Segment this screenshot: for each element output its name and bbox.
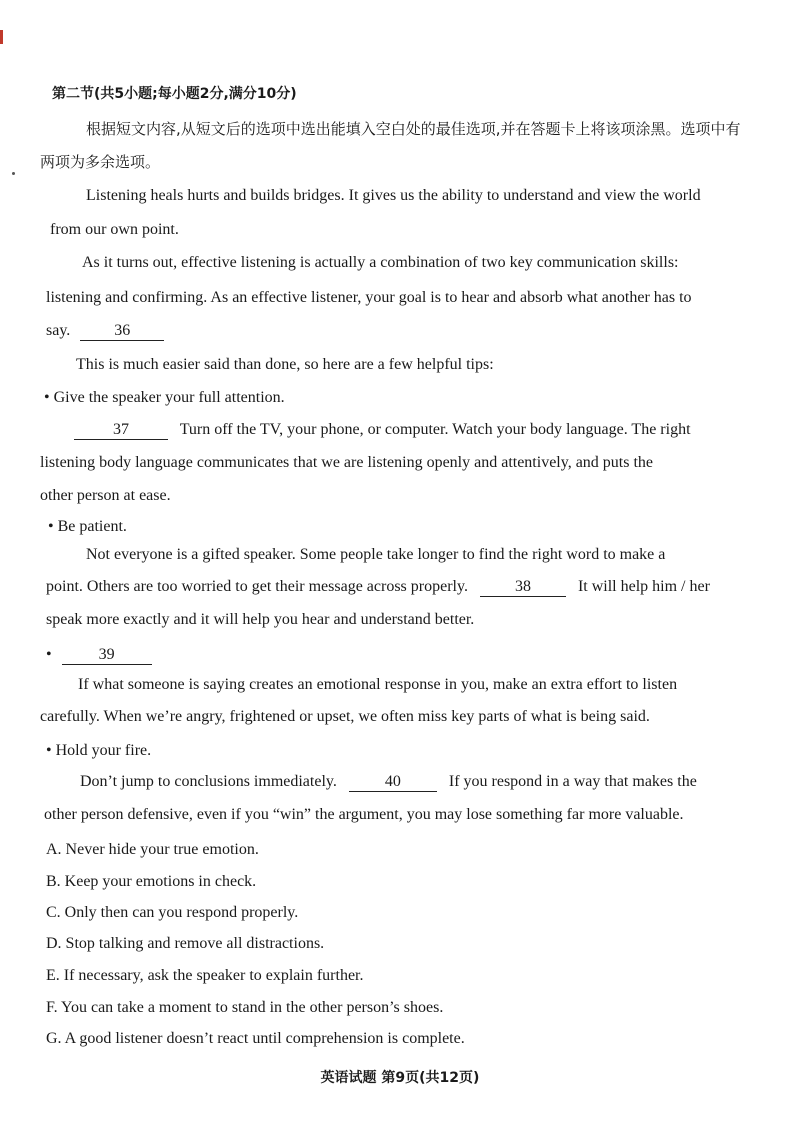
option-f: F. You can take a moment to stand in the other person’s shoes.	[46, 999, 444, 1016]
para2-line-2: listening and confirming. As an effective listener, your goal is to hear and absorb what another has to	[46, 289, 692, 306]
para5-text-a: point. Others are too worried to get their message across properly.	[46, 578, 468, 595]
option-c: C. Only then can you respond properly.	[46, 904, 299, 921]
para4-text: Turn off the TV, your phone, or computer. Watch your body language. The right	[179, 421, 691, 438]
blank-37: 37	[74, 421, 168, 440]
para2-say: say.	[46, 322, 71, 339]
option-e: E. If necessary, ask the speaker to explain further.	[46, 967, 364, 984]
para5-line-3: speak more exactly and it will help you hear and understand better.	[46, 611, 475, 628]
para7-text-b: If you respond in a way that makes the	[448, 773, 697, 790]
para7-text-a: Don’t jump to conclusions immediately.	[80, 773, 337, 790]
edge-mark	[0, 30, 3, 44]
para2-line-3	[46, 321, 164, 341]
option-d: D. Stop talking and remove all distractions.	[46, 935, 325, 952]
tip-4: • Hold your fire.	[46, 742, 152, 759]
blank-36: 36	[80, 322, 164, 341]
para4-line-1	[74, 420, 691, 440]
option-b: B. Keep your emotions in check.	[46, 873, 257, 890]
para1-line-2: from our own point.	[50, 221, 179, 238]
tip-1: • Give the speaker your full attention.	[44, 389, 285, 406]
para6-line-2: carefully. When we’re angry, frightened or upset, we often miss key parts of what is being said.	[40, 708, 650, 725]
section-title: 第二节(共5小题;每小题2分,满分10分)	[52, 86, 297, 102]
para1-line-1: Listening heals hurts and builds bridges. It gives us the ability to understand and view the world	[86, 187, 701, 204]
page-footer: 英语试题 第9页(共12页)	[320, 1070, 480, 1086]
para7-line-1	[80, 772, 697, 792]
para5-line-1: Not everyone is a gifted speaker. Some people take longer to find the right word to make a	[86, 546, 666, 563]
tip-3-bullet: •	[46, 646, 52, 663]
instruction-line-2: 两项为多余选项。	[40, 153, 161, 171]
option-g: G. A good listener doesn’t react until comprehension is complete.	[46, 1030, 465, 1047]
para4-line-3: other person at ease.	[40, 487, 171, 504]
para5-text-b: It will help him / her	[577, 578, 710, 595]
tip-3	[46, 645, 152, 665]
para6-line-1: If what someone is saying creates an emotional response in you, make an extra effort to listen	[78, 676, 678, 693]
para5-line-2	[46, 577, 710, 597]
para3: This is much easier said than done, so here are a few helpful tips:	[76, 356, 494, 373]
option-a: A. Never hide your true emotion.	[46, 841, 259, 858]
tip-2: • Be patient.	[48, 518, 127, 535]
para7-line-2: other person defensive, even if you “win” the argument, you may lose something far more valuable.	[44, 806, 684, 823]
blank-40: 40	[349, 773, 437, 792]
blank-39: 39	[62, 646, 152, 665]
instruction-line-1: 根据短文内容,从短文后的选项中选出能填入空白处的最佳选项,并在答题卡上将该项涂黑。选项中有	[86, 120, 741, 138]
margin-dot	[12, 172, 15, 175]
blank-38: 38	[480, 578, 566, 597]
para4-line-2: listening body language communicates that we are listening openly and attentively, and puts the	[40, 454, 654, 471]
para2-line-1: As it turns out, effective listening is actually a combination of two key communication skills:	[82, 254, 679, 271]
